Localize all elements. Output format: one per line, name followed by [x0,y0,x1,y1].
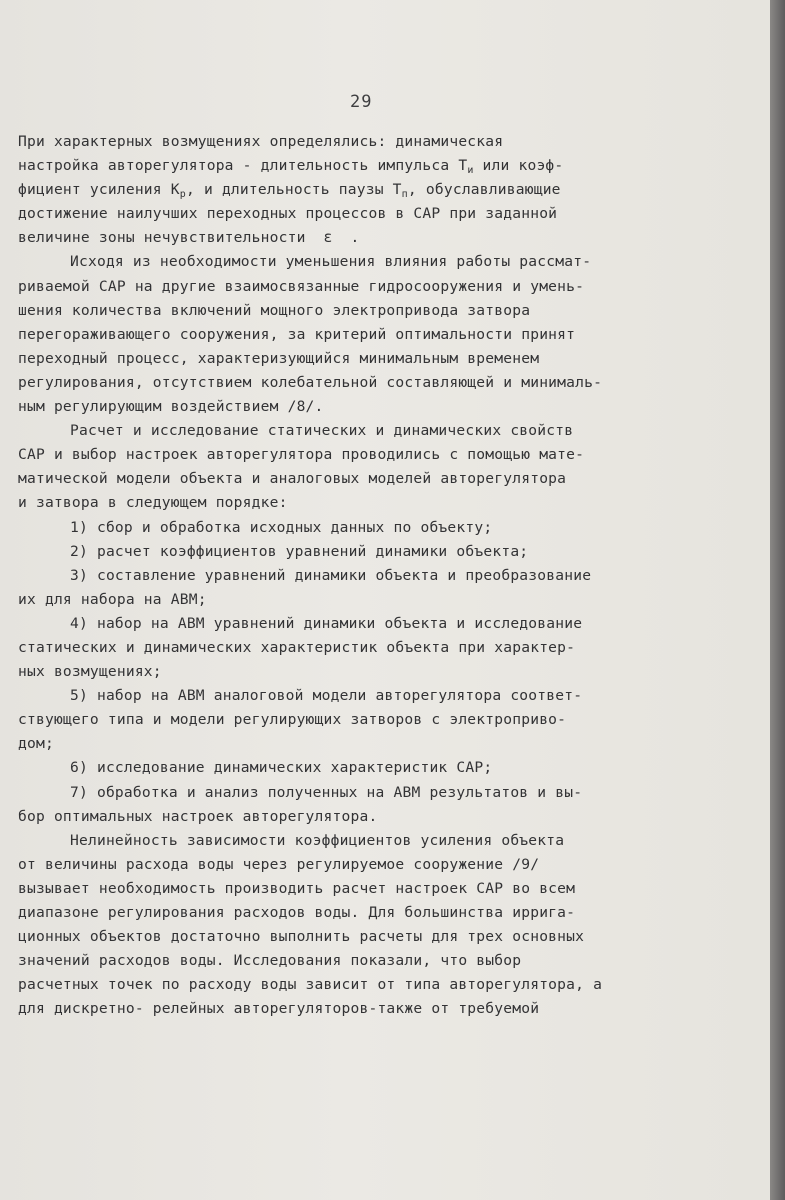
text-line: значений расходов воды. Исследования показали, что выбор [18,952,522,970]
text-line: их для набора на АВМ; [18,590,207,608]
text-line: регулирования, отсутствием колебательной составляющей и минималь- [18,373,603,391]
text-line: ных возмущениях; [18,663,162,681]
text-line: ствующего типа и модели регулирующих затворов с электроприво- [18,711,567,729]
text-line: САР и выбор настроек авторегулятора проводились с помощью мате- [18,446,585,464]
paragraph-start-line: Расчет и исследование статических и динамических свойств [70,422,574,440]
text-line: величине зоны нечувствительности ε . [18,229,360,247]
text-line: бор оптимальных настроек авторегулятора. [18,807,378,825]
text-line: достижение наилучших переходных процессов в САР при заданной [18,205,558,223]
text-line: риваемой САР на другие взаимосвязанные гидросооружения и умень- [18,277,585,295]
text-line: фициент усиления $K_p$, и длительность паузы $T_п$, обуславливающие [18,181,561,201]
page-number: 29 [350,92,373,112]
text-line: ционных объектов достаточно выполнить расчеты для трех основных [18,928,585,946]
list-item: 6) исследование динамических характеристик САР; [70,759,493,777]
text-line: и затвора в следующем порядке: [18,494,288,512]
text-line: от величины расхода воды через регулируемое сооружение /9/ [18,855,540,873]
text-line: для дискретно- релейных авторегуляторов-также от требуемой [18,1000,540,1018]
text-line: При характерных возмущениях определялись: динамическая [18,133,504,150]
list-item: 3) составление уравнений динамики объекта и преобразование [70,566,592,584]
text-line: статических и динамических характеристик объекта при характер- [18,638,576,656]
text-line: матической модели объекта и аналоговых моделей авторегулятора [18,470,567,488]
list-item: 4) набор на АВМ уравнений динамики объекта и исследование [70,614,583,632]
text-line: диапазоне регулирования расходов воды. Для большинства ирригa- [18,904,576,921]
background-edge [770,0,785,1200]
text-line: расчетных точек по расходу воды зависит от типа авторегулятора, а [18,976,603,994]
list-item: 5) набор на АВМ аналоговой модели авторегулятора соответ- [70,687,583,705]
text-line: настройка авторегулятора - длительность импульса $T_и$ или коэф- [18,157,564,177]
list-item: 2) расчет коэффициентов уравнений динамики объекта; [70,542,529,560]
list-item: 1) сбор и обработка исходных данных по объекту; [70,518,493,536]
text-line: шения количества включений мощного электропривода затвора [18,301,531,319]
text-line: переходный процесс, характеризующийся минимальным временем [18,349,540,367]
text-line: перегораживающего сооружения, за критерий оптимальности принят [18,325,576,343]
body-text [18,130,673,1021]
paragraph-start-line: Нелинейность зависимости коэффициентов усиления объекта [70,831,565,849]
list-item: 7) обработка и анализ полученных на АВМ результатов и вы- [70,783,583,801]
text-line: ным регулирующим воздействием /8/. [18,398,324,416]
text-line: дом; [18,735,54,753]
paragraph-start-line: Исходя из необходимости уменьшения влияния работы рассмат- [70,253,592,271]
text-line: вызывает необходимость производить расчет настроек САР во всем [18,879,576,897]
